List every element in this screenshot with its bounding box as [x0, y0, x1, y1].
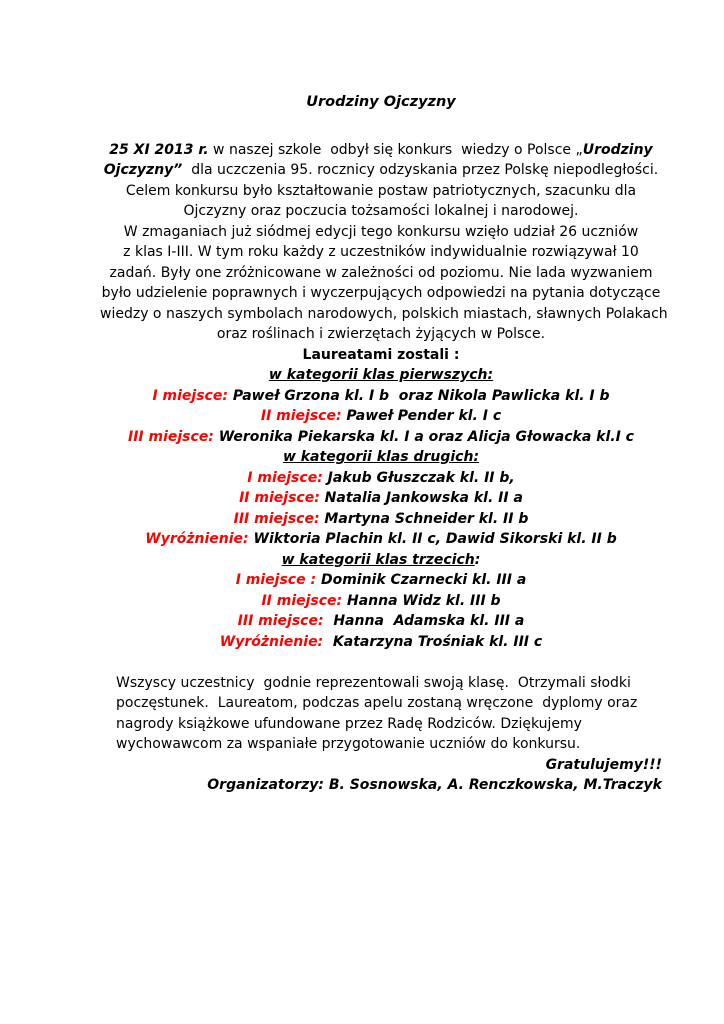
text-segment: Natalia Jankowska kl. II a: [319, 490, 523, 506]
text-line: [100, 406, 662, 427]
text-segment: Dominik Czarnecki kl. III a: [316, 572, 527, 588]
text-segment: Ojczyzny oraz poczucia tożsamości lokalnej i narodowej.: [183, 203, 579, 219]
text-line: [100, 263, 662, 284]
text-line: [100, 775, 662, 796]
text-segment: :: [474, 551, 481, 568]
text-segment: w kategorii klas trzecich: [281, 551, 475, 568]
text-segment: z klas I-III. W tym roku każdy z uczestników indywidualnie rozwiązywał 10: [123, 244, 639, 260]
text-segment: I miejsce:: [247, 469, 323, 486]
text-line: [100, 488, 662, 509]
text-segment: Hanna Adamska kl. III a: [323, 613, 525, 629]
text-line: [100, 427, 662, 448]
text-segment: III miejsce:: [233, 510, 320, 527]
text-line: [100, 222, 662, 243]
text-segment: 25 XI 2013 r.: [109, 141, 209, 158]
text-segment: II miejsce:: [261, 592, 343, 609]
text-segment: w kategorii klas pierwszych:: [268, 367, 494, 383]
text-line: [100, 283, 662, 304]
text-segment: dla uczczenia 95. rocznicy odzyskania przez Polskę niepodległości.: [182, 162, 659, 178]
text-line: [100, 468, 662, 489]
text-segment: Paweł Grzona kl. I b oraz Nikola Pawlicka kl. I b: [227, 387, 610, 404]
text-line: [116, 673, 662, 694]
text-segment: było udzielenie poprawnych i wyczerpujących odpowiedzi na pytania dotyczące: [101, 285, 661, 301]
text-segment: Wyróżnienie:: [219, 633, 324, 650]
text-segment: Hanna Widz kl. III b: [342, 592, 501, 609]
text-segment: Celem konkursu było kształtowanie postaw patriotycznych, szacunku dla: [125, 182, 637, 199]
text-line: [100, 591, 662, 612]
text-line: [100, 550, 662, 571]
text-segment: II miejsce:: [260, 408, 342, 424]
text-line: [100, 529, 662, 550]
text-segment: nagrody książkowe ufundowane przez Radę Rodziców. Dziękujemy: [116, 715, 582, 732]
text-segment: Paweł Pender kl. I c: [341, 408, 502, 424]
text-segment: oraz roślinach i zwierzętach żyjących w Polsce.: [216, 326, 546, 342]
text-segment: Wszyscy uczestnicy godnie reprezentowali swoją klasę. Otrzymali słodki: [116, 674, 631, 691]
text-segment: Jakub Głuszczak kl. II b,: [322, 469, 515, 486]
text-line: [100, 611, 662, 632]
text-segment: poczęstunek. Laureatom, podczas apelu zostaną wręczone dyplomy oraz: [116, 695, 638, 711]
text-line: [116, 693, 662, 714]
text-line: [100, 632, 662, 653]
text-line: [100, 386, 662, 407]
text-line: [100, 304, 668, 325]
text-line: [100, 447, 662, 468]
text-segment: w naszej szkole odbył się konkurs wiedzy o Polsce „: [208, 141, 583, 158]
document-body: [100, 140, 668, 796]
text-line: [100, 365, 662, 386]
text-line: [100, 324, 662, 345]
text-segment: w kategorii klas drugich:: [282, 449, 480, 465]
text-line: [100, 570, 662, 591]
text-segment: Martyna Schneider kl. II b: [319, 510, 529, 527]
text-segment: Weronika Piekarska kl. I a oraz Alicja Głowacka kl.I c: [213, 428, 634, 445]
text-line: [100, 181, 662, 202]
text-segment: Laureatami zostali :: [302, 346, 460, 363]
text-line: [116, 714, 662, 735]
text-segment: Gratulujemy!!!: [545, 756, 662, 773]
text-segment: W zmaganiach już siódmej edycji tego konkursu wzięło udział 26 uczniów: [123, 223, 639, 240]
text-segment: III miejsce:: [237, 613, 324, 629]
text-segment: zadań. Były one zróżnicowane w zależności od poziomu. Nie lada wyzwaniem: [109, 264, 653, 281]
text-segment: III miejsce:: [128, 428, 214, 445]
text-line: [100, 242, 662, 263]
text-segment: Wiktoria Plachin kl. II c, Dawid Sikorski kl. II b: [248, 531, 617, 547]
text-line: [100, 140, 662, 161]
text-segment: wiedzy o naszych symbolach narodowych, polskich miastach, sławnych Polakach: [100, 305, 668, 322]
blank-line: [100, 652, 662, 673]
text-segment: II miejsce:: [239, 490, 320, 506]
text-line: [100, 755, 662, 776]
document-title: Urodziny Ojczyzny: [306, 94, 456, 110]
text-segment: I miejsce:: [152, 387, 228, 404]
text-segment: Katarzyna Trośniak kl. III c: [323, 633, 543, 650]
text-segment: Ojczyzny”: [103, 162, 183, 178]
text-segment: Wyróżnienie:: [145, 531, 249, 547]
text-line: [100, 345, 662, 366]
text-line: [100, 160, 662, 181]
text-segment: wychowawcom za wspaniałe przygotowanie uczniów do konkursu.: [116, 736, 581, 752]
text-line: [100, 201, 662, 222]
text-segment: Organizatorzy: B. Sosnowska, A. Renczkowska, M.Traczyk: [207, 777, 662, 793]
text-line: [116, 734, 662, 755]
text-segment: I miejsce :: [235, 572, 317, 588]
text-segment: Urodziny: [582, 141, 653, 158]
text-line: [100, 509, 662, 530]
